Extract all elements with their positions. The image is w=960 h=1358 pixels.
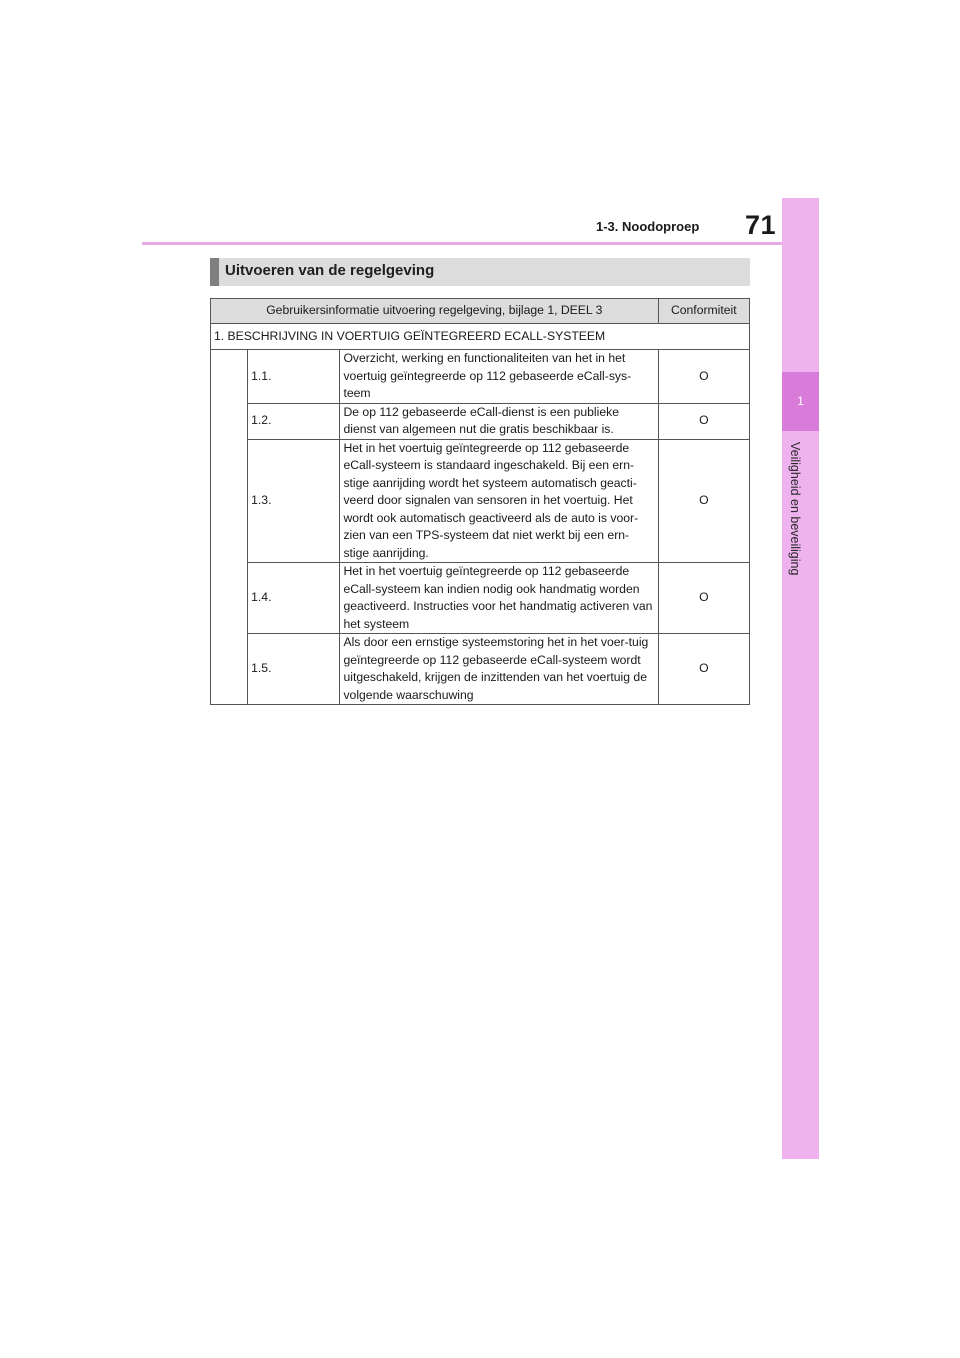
group-title: 1. BESCHRIJVING IN VOERTUIG GEÏNTEGREERD ECALL-SYSTEEM: [211, 324, 750, 350]
row-conformity: O: [658, 439, 749, 563]
row-conformity: O: [658, 563, 749, 634]
row-number: 1.5.: [248, 634, 340, 705]
table-row: [211, 563, 750, 634]
page-number: 71: [745, 210, 777, 240]
row-description: Als door een ernstige systeemstoring het in het voer-tuig geïntegreerde op 112 gebaseerde eCall-systeem wordt uitgeschakeld, krijgen de inzittenden van het voertuig de volgende waarschuwing: [340, 634, 658, 705]
column-header-conformity: Conformiteit: [658, 299, 749, 324]
row-description: Het in het voertuig geïntegreerde op 112 gebaseerde eCall-systeem is standaard ingeschakeld. Bij een ern-stige aanrijding wordt het systeem automatisch geacti-veerd door signalen van sensoren in het voertuig. Het wordt ook automatisch geactiveerd als de auto is voor-zien van een TPS-systeem dat niet werkt bij een ern-stige aanrijding.: [340, 439, 658, 563]
section-heading: Uitvoeren van de regelgeving: [225, 262, 435, 279]
row-number: 1.1.: [248, 350, 340, 404]
indent-cell: [211, 350, 248, 705]
row-number: 1.4.: [248, 563, 340, 634]
row-number: 1.3.: [248, 439, 340, 563]
row-description: Het in het voertuig geïntegreerde op 112 gebaseerde eCall-systeem kan indien nodig ook handmatig worden geactiveerd. Instructies voor het handmatig activeren van het systeem: [340, 563, 658, 634]
section-label: 1-3. Noodoproep: [596, 219, 700, 234]
row-description: De op 112 gebaseerde eCall-dienst is een publieke dienst van algemeen nut die gratis beschikbaar is.: [340, 403, 658, 439]
row-description: Overzicht, werking en functionaliteiten van het in het voertuig geïntegreerde op 112 gebaseerde eCall-sys-teem: [340, 350, 658, 404]
row-conformity: O: [658, 350, 749, 404]
conformity-table: [210, 298, 750, 705]
row-conformity: O: [658, 403, 749, 439]
table-row: [211, 350, 750, 404]
chapter-side-tab: [782, 198, 819, 1159]
row-number: 1.2.: [248, 403, 340, 439]
table-row: [211, 439, 750, 563]
chapter-number: 1: [797, 394, 804, 408]
chapter-title: Veiligheid en beveiliging: [788, 442, 802, 576]
row-conformity: O: [658, 634, 749, 705]
section-heading-accent: [210, 258, 219, 286]
table-header-row: [211, 299, 750, 324]
column-header-info: Gebruikersinformatie uitvoering regelgeving, bijlage 1, DEEL 3: [211, 299, 659, 324]
table-row: [211, 634, 750, 705]
table-group-row: [211, 324, 750, 350]
table-row: [211, 403, 750, 439]
header-divider: [142, 242, 782, 245]
